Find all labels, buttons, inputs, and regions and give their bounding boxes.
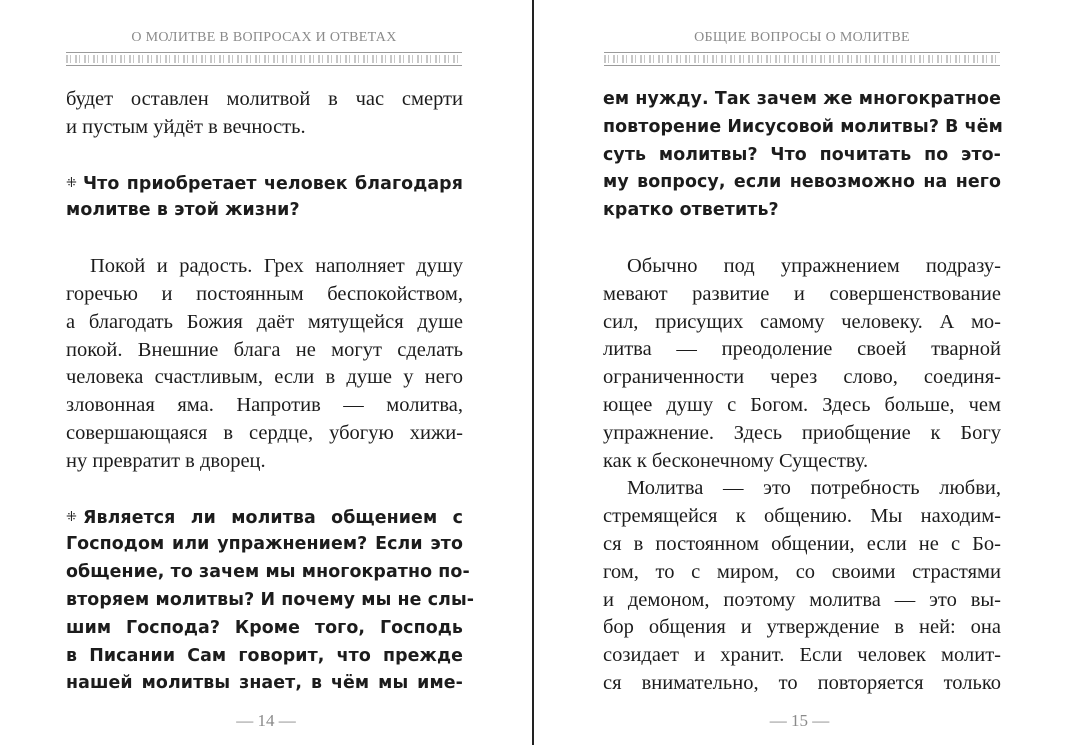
text-line xyxy=(603,670,1001,698)
page-body xyxy=(66,86,475,698)
line-text: литва — преодоление своей тварной xyxy=(603,338,1001,361)
text-line xyxy=(603,475,1001,503)
question-line xyxy=(603,86,1001,114)
line-text: а благодать Божия даёт мятущейся душе xyxy=(66,310,463,333)
text-line xyxy=(66,114,463,142)
line-text: мевают развитие и совершенствование xyxy=(603,282,1001,305)
line-text: упражнение. Здесь приобщение к Богу xyxy=(603,421,1001,444)
question-line xyxy=(66,504,463,532)
line-text: ну превратит в дворец. xyxy=(66,449,266,472)
line-text: и пустым уйдёт в вечность. xyxy=(66,115,306,138)
text-line xyxy=(603,531,1001,559)
line-text: молитве в этой жизни? xyxy=(66,200,300,221)
text-line xyxy=(603,336,1001,364)
text-line xyxy=(66,392,463,420)
text-line xyxy=(603,309,1001,337)
paragraph-gap xyxy=(66,225,463,253)
line-text: вторяем молитвы? И почему мы не слы- xyxy=(66,589,475,610)
question-line xyxy=(66,531,463,559)
text-line xyxy=(66,86,463,114)
line-text: му вопросу, если невозможно на него xyxy=(603,172,1001,193)
text-line xyxy=(603,253,1001,281)
header-ornament xyxy=(66,52,462,66)
text-line xyxy=(66,281,463,309)
question-line xyxy=(603,169,1001,197)
page-body xyxy=(603,86,1001,698)
line-text: человека счастливым, если в душе у него xyxy=(66,366,463,389)
line-text: совершающаяся в сердце, убогую хижи- xyxy=(66,421,463,444)
text-line xyxy=(603,448,1001,476)
question-marker-icon: ⁜ xyxy=(66,509,77,525)
text-line xyxy=(603,503,1001,531)
question-line xyxy=(66,643,463,671)
text-line xyxy=(66,337,463,365)
line-text: общение, то зачем мы многократно по- xyxy=(66,562,470,583)
line-text: созидает и хранит. Если человек молит- xyxy=(603,644,1001,667)
text-line xyxy=(603,364,1001,392)
question-line xyxy=(66,170,463,198)
line-text: в Писании Сам говорит, что прежде xyxy=(66,645,463,666)
text-line xyxy=(603,420,1001,448)
line-text: повторение Иисусовой молитвы? В чём xyxy=(603,116,1003,137)
question-line xyxy=(603,114,1001,142)
line-text: зловонная яма. Напротив — молитва, xyxy=(66,394,463,417)
running-head: ОБЩИЕ ВОПРОСЫ О МОЛИТВЕ xyxy=(694,30,910,45)
text-line xyxy=(66,253,463,281)
question-line xyxy=(603,142,1001,170)
text-line xyxy=(603,559,1001,587)
question-line xyxy=(66,587,475,615)
text-line xyxy=(66,309,463,337)
line-text: Что приобретает человек благодаря xyxy=(83,173,463,194)
question-line xyxy=(603,197,1001,225)
line-text: стремящейся к общению. Мы находим- xyxy=(603,505,1001,528)
question-marker-icon: ⁜ xyxy=(66,175,77,191)
line-text: шим Господа? Кроме того, Господь xyxy=(66,617,463,638)
line-text: Является ли молитва общением с xyxy=(83,507,463,528)
text-line xyxy=(66,364,463,392)
line-text: покой. Внешние блага не могут сделать xyxy=(66,338,463,361)
line-text: Покой и радость. Грех наполняет душу xyxy=(90,255,463,278)
header-ornament xyxy=(604,52,1000,66)
right-page xyxy=(534,0,1065,745)
text-line xyxy=(603,392,1001,420)
line-text: суть молитвы? Что почитать по это- xyxy=(603,144,1001,165)
line-text: ем нужду. Так зачем же многократное xyxy=(603,89,1001,109)
line-text: ограниченности через слово, соединя- xyxy=(603,366,1001,389)
line-text: бор общения и утверждение в ней: она xyxy=(603,616,1001,639)
question-line xyxy=(66,615,463,643)
paragraph-gap xyxy=(603,225,1001,253)
text-line xyxy=(603,642,1001,670)
line-text: ющее душу с Богом. Здесь больше, чем xyxy=(603,393,1001,416)
line-text: гом, то с миром, со своими страстями xyxy=(603,560,1001,583)
running-head: О МОЛИТВЕ В ВОПРОСАХ И ОТВЕТАХ xyxy=(131,30,397,45)
line-text: как к бесконечному Существу. xyxy=(603,449,869,472)
line-text: ся в постоянном общении, если не с Бо- xyxy=(603,532,1001,555)
question-line xyxy=(66,670,463,698)
line-text: Господом или упражнением? Если это xyxy=(66,534,463,555)
text-line xyxy=(603,614,1001,642)
line-text: и демоном, поэтому молитва — это вы- xyxy=(603,588,1001,611)
question-line xyxy=(66,559,470,587)
question-line xyxy=(66,197,463,225)
line-text: сил, присущих самому человеку. А мо- xyxy=(603,310,1001,333)
paragraph-gap xyxy=(66,476,463,504)
text-line xyxy=(603,281,1001,309)
text-line xyxy=(66,448,463,476)
line-text: Обычно под упражнением подразу- xyxy=(627,254,1001,277)
left-page xyxy=(0,0,532,745)
text-line xyxy=(66,420,463,448)
text-line xyxy=(603,587,1001,615)
page-number: — 15 — xyxy=(769,711,830,730)
line-text: ся внимательно, то повторяется только xyxy=(603,671,1001,694)
line-text: будет оставлен молитвой в час смерти xyxy=(66,88,463,110)
line-text: кратко ответить? xyxy=(603,200,779,221)
line-text: горечью и постоянным беспокойством, xyxy=(66,282,463,305)
line-text: Молитва — это потребность любви, xyxy=(627,477,1001,500)
paragraph-gap xyxy=(66,142,463,170)
page-number: — 14 — xyxy=(236,711,296,730)
line-text: нашей молитвы знает, в чём мы име- xyxy=(66,673,463,694)
